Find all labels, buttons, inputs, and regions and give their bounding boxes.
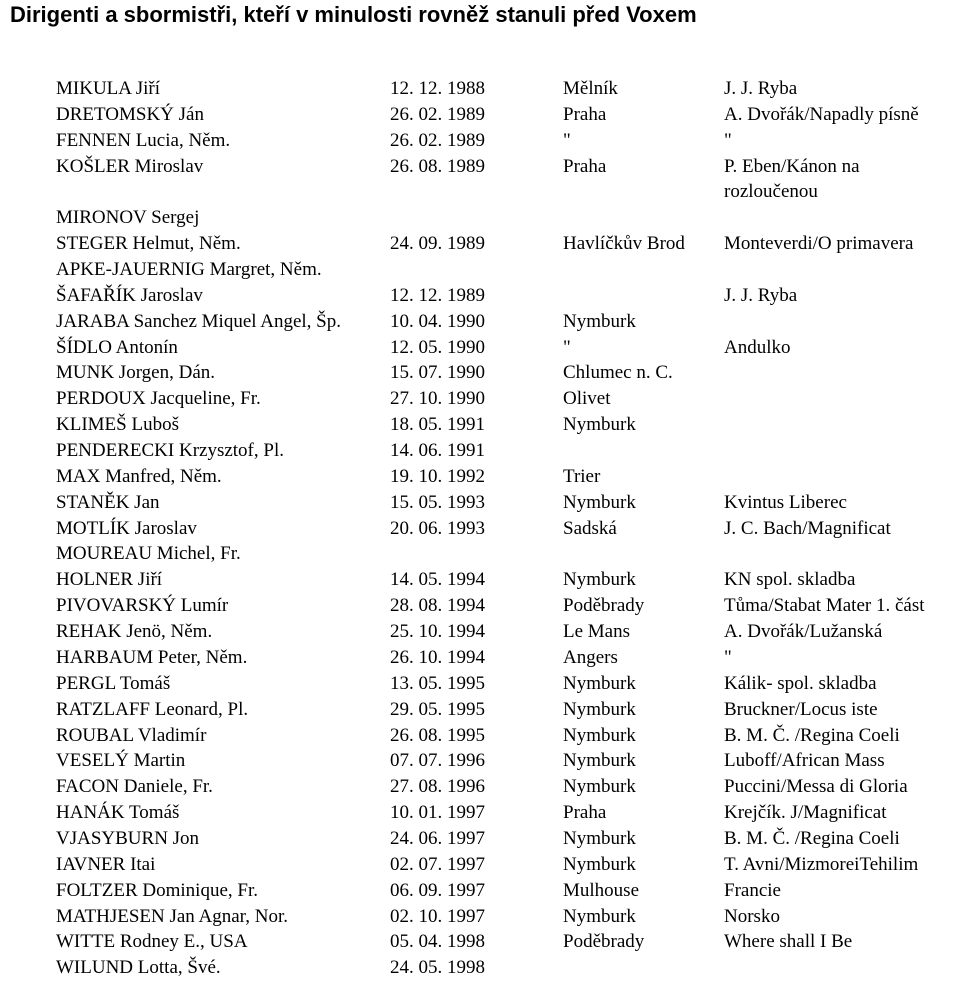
place-cell: Nymburk: [563, 673, 636, 694]
list-item: [0, 645, 960, 671]
name-cell: FENNEN Lucia, Něm.: [56, 130, 231, 151]
note-cell: Luboff/African Mass: [724, 750, 885, 771]
date-cell: 14. 06. 1991: [390, 440, 485, 461]
name-cell: HANÁK Tomáš: [56, 802, 180, 823]
note-cell: Where shall I Be: [724, 931, 853, 952]
name-cell: STEGER Helmut, Něm.: [56, 233, 241, 254]
date-cell: 12. 12. 1989: [390, 285, 485, 306]
list-item: [0, 309, 960, 335]
list-item: [0, 283, 960, 309]
date-cell: 26. 08. 1989: [390, 156, 485, 177]
date-cell: 10. 04. 1990: [390, 311, 485, 332]
name-cell: VJASYBURN Jon: [56, 828, 200, 849]
name-cell: PERGL Tomáš: [56, 673, 171, 694]
note-cell: J. J. Ryba: [724, 285, 798, 306]
note-cell: Kálik- spol. skladba: [724, 673, 877, 694]
date-cell: 25. 10. 1994: [390, 621, 485, 642]
page-title: Dirigenti a sbormistři, kteří v minulosti rovněž stanuli před Voxem: [10, 2, 697, 27]
date-cell: 02. 10. 1997: [390, 906, 485, 927]
list-item: [0, 412, 960, 438]
date-cell: 27. 08. 1996: [390, 776, 485, 797]
note-cell: Andulko: [724, 337, 791, 358]
note-cell: Monteverdi/O primavera: [724, 233, 914, 254]
name-cell: PERDOUX Jacqueline, Fr.: [56, 388, 261, 409]
date-cell: 28. 08. 1994: [390, 595, 485, 616]
date-cell: 05. 04. 1998: [390, 931, 485, 952]
place-cell: Mělník: [563, 78, 618, 99]
list-item: [0, 335, 960, 361]
date-cell: 15. 05. 1993: [390, 492, 485, 513]
place-cell: Nymburk: [563, 906, 636, 927]
list-item: [0, 697, 960, 723]
date-cell: 07. 07. 1996: [390, 750, 485, 771]
name-cell: WILUND Lotta, Švé.: [56, 957, 221, 978]
place-cell: Poděbrady: [563, 931, 645, 952]
place-cell: Havlíčkův Brod: [563, 233, 685, 254]
list-item: [0, 671, 960, 697]
date-cell: 26. 02. 1989: [390, 104, 485, 125]
date-cell: 02. 07. 1997: [390, 854, 485, 875]
place-cell: Nymburk: [563, 776, 636, 797]
list-item: [0, 438, 960, 464]
note-cell: ": [724, 130, 732, 151]
place-cell: Nymburk: [563, 725, 636, 746]
list-item: [0, 904, 960, 930]
list-item: [0, 748, 960, 774]
note-cell: Francie: [724, 880, 781, 901]
list-item: [0, 154, 960, 180]
place-cell: Nymburk: [563, 311, 636, 332]
list-item: [0, 76, 960, 102]
note-cell: A. Dvořák/Lužanská: [724, 621, 883, 642]
name-cell: MOTLÍK Jaroslav: [56, 518, 197, 539]
date-cell: 19. 10. 1992: [390, 466, 485, 487]
date-cell: 29. 05. 1995: [390, 699, 485, 720]
name-cell: REHAK Jenö, Něm.: [56, 621, 213, 642]
note-cell: J. J. Ryba: [724, 78, 798, 99]
place-cell: Nymburk: [563, 414, 636, 435]
place-cell: Nymburk: [563, 750, 636, 771]
note-cell: Krejčík. J/Magnificat: [724, 802, 887, 823]
name-cell: KOŠLER Miroslav: [56, 156, 204, 177]
place-cell: Nymburk: [563, 854, 636, 875]
note-cell: B. M. Č. /Regina Coeli: [724, 725, 900, 746]
date-cell: 26. 02. 1989: [390, 130, 485, 151]
list-item: [0, 205, 960, 231]
date-cell: 15. 07. 1990: [390, 362, 485, 383]
note-cell: Kvintus Liberec: [724, 492, 847, 513]
place-cell: ": [563, 130, 571, 151]
name-cell: MOUREAU Michel, Fr.: [56, 543, 241, 564]
list-item: [0, 541, 960, 567]
name-cell: MUNK Jorgen, Dán.: [56, 362, 216, 383]
name-cell: MAX Manfred, Něm.: [56, 466, 222, 487]
date-cell: 12. 12. 1988: [390, 78, 485, 99]
list-item: [0, 257, 960, 283]
place-cell: Mulhouse: [563, 880, 639, 901]
name-cell: RATZLAFF Leonard, Pl.: [56, 699, 249, 720]
list-item: [0, 128, 960, 154]
note-cell: Tůma/Stabat Mater 1. část: [724, 595, 925, 616]
date-cell: 12. 05. 1990: [390, 337, 485, 358]
list-item: [0, 464, 960, 490]
list-item: [0, 593, 960, 619]
place-cell: Olivet: [563, 388, 611, 409]
note-cell: Bruckner/Locus iste: [724, 699, 878, 720]
note-cell: A. Dvořák/Napadly písně: [724, 104, 919, 125]
name-cell: KLIMEŠ Luboš: [56, 414, 179, 435]
place-cell: Nymburk: [563, 828, 636, 849]
place-cell: Praha: [563, 802, 607, 823]
date-cell: 06. 09. 1997: [390, 880, 485, 901]
place-cell: Poděbrady: [563, 595, 645, 616]
place-cell: Praha: [563, 156, 607, 177]
name-cell: APKE-JAUERNIG Margret, Něm.: [56, 259, 322, 280]
place-cell: ": [563, 337, 571, 358]
name-cell: WITTE Rodney E., USA: [56, 931, 248, 952]
note-cell: P. Eben/Kánon na: [724, 156, 860, 177]
name-cell: MIRONOV Sergej: [56, 207, 200, 228]
list-item: [0, 231, 960, 257]
name-cell: MATHJESEN Jan Agnar, Nor.: [56, 906, 288, 927]
name-cell: JARABA Sanchez Miquel Angel, Šp.: [56, 311, 341, 332]
list-item: [0, 490, 960, 516]
place-cell: Le Mans: [563, 621, 631, 642]
list-item: [0, 102, 960, 128]
date-cell: 14. 05. 1994: [390, 569, 485, 590]
date-cell: 13. 05. 1995: [390, 673, 485, 694]
list-item: [0, 567, 960, 593]
note-cell: J. C. Bach/Magnificat: [724, 518, 891, 539]
list-item: [0, 723, 960, 749]
list-item: [0, 516, 960, 542]
date-cell: 26. 08. 1995: [390, 725, 485, 746]
date-cell: 27. 10. 1990: [390, 388, 485, 409]
place-cell: Praha: [563, 104, 607, 125]
date-cell: 26. 10. 1994: [390, 647, 485, 668]
place-cell: Nymburk: [563, 492, 636, 513]
list-item: [0, 955, 960, 981]
note-cell: B. M. Č. /Regina Coeli: [724, 828, 900, 849]
date-cell: 18. 05. 1991: [390, 414, 485, 435]
note-cell: Norsko: [724, 906, 780, 927]
name-cell: ŠÍDLO Antonín: [56, 337, 178, 358]
list-item: [0, 386, 960, 412]
list-item: [0, 800, 960, 826]
list-item: [0, 619, 960, 645]
name-cell: HARBAUM Peter, Něm.: [56, 647, 248, 668]
note-cell: rozloučenou: [724, 181, 818, 202]
name-cell: VESELÝ Martin: [56, 750, 186, 771]
note-cell: T. Avni/MizmoreiTehilim: [724, 854, 919, 875]
name-cell: FOLTZER Dominique, Fr.: [56, 880, 258, 901]
list-item: [0, 929, 960, 955]
name-cell: ŠAFAŘÍK Jaroslav: [56, 285, 203, 306]
list-item: [0, 360, 960, 386]
note-cell: KN spol. skladba: [724, 569, 856, 590]
name-cell: STANĚK Jan: [56, 492, 160, 513]
date-cell: 24. 09. 1989: [390, 233, 485, 254]
note-cell: Puccini/Messa di Gloria: [724, 776, 908, 797]
name-cell: IAVNER Itai: [56, 854, 156, 875]
place-cell: Nymburk: [563, 699, 636, 720]
list-item: [0, 878, 960, 904]
name-cell: MIKULA Jiří: [56, 78, 160, 99]
place-cell: Chlumec n. C.: [563, 362, 673, 383]
name-cell: FACON Daniele, Fr.: [56, 776, 213, 797]
list-item: [0, 852, 960, 878]
date-cell: 24. 06. 1997: [390, 828, 485, 849]
list-item: [0, 179, 960, 205]
name-cell: PENDERECKI Krzysztof, Pl.: [56, 440, 284, 461]
date-cell: 10. 01. 1997: [390, 802, 485, 823]
place-cell: Angers: [563, 647, 618, 668]
list-item: [0, 826, 960, 852]
place-cell: Nymburk: [563, 569, 636, 590]
name-cell: PIVOVARSKÝ Lumír: [56, 595, 229, 616]
place-cell: Trier: [563, 466, 601, 487]
date-cell: 20. 06. 1993: [390, 518, 485, 539]
place-cell: Sadská: [563, 518, 617, 539]
date-cell: 24. 05. 1998: [390, 957, 485, 978]
name-cell: DRETOMSKÝ Ján: [56, 104, 204, 125]
note-cell: ": [724, 647, 732, 668]
list-item: [0, 774, 960, 800]
name-cell: ROUBAL Vladimír: [56, 725, 207, 746]
name-cell: HOLNER Jiří: [56, 569, 163, 590]
